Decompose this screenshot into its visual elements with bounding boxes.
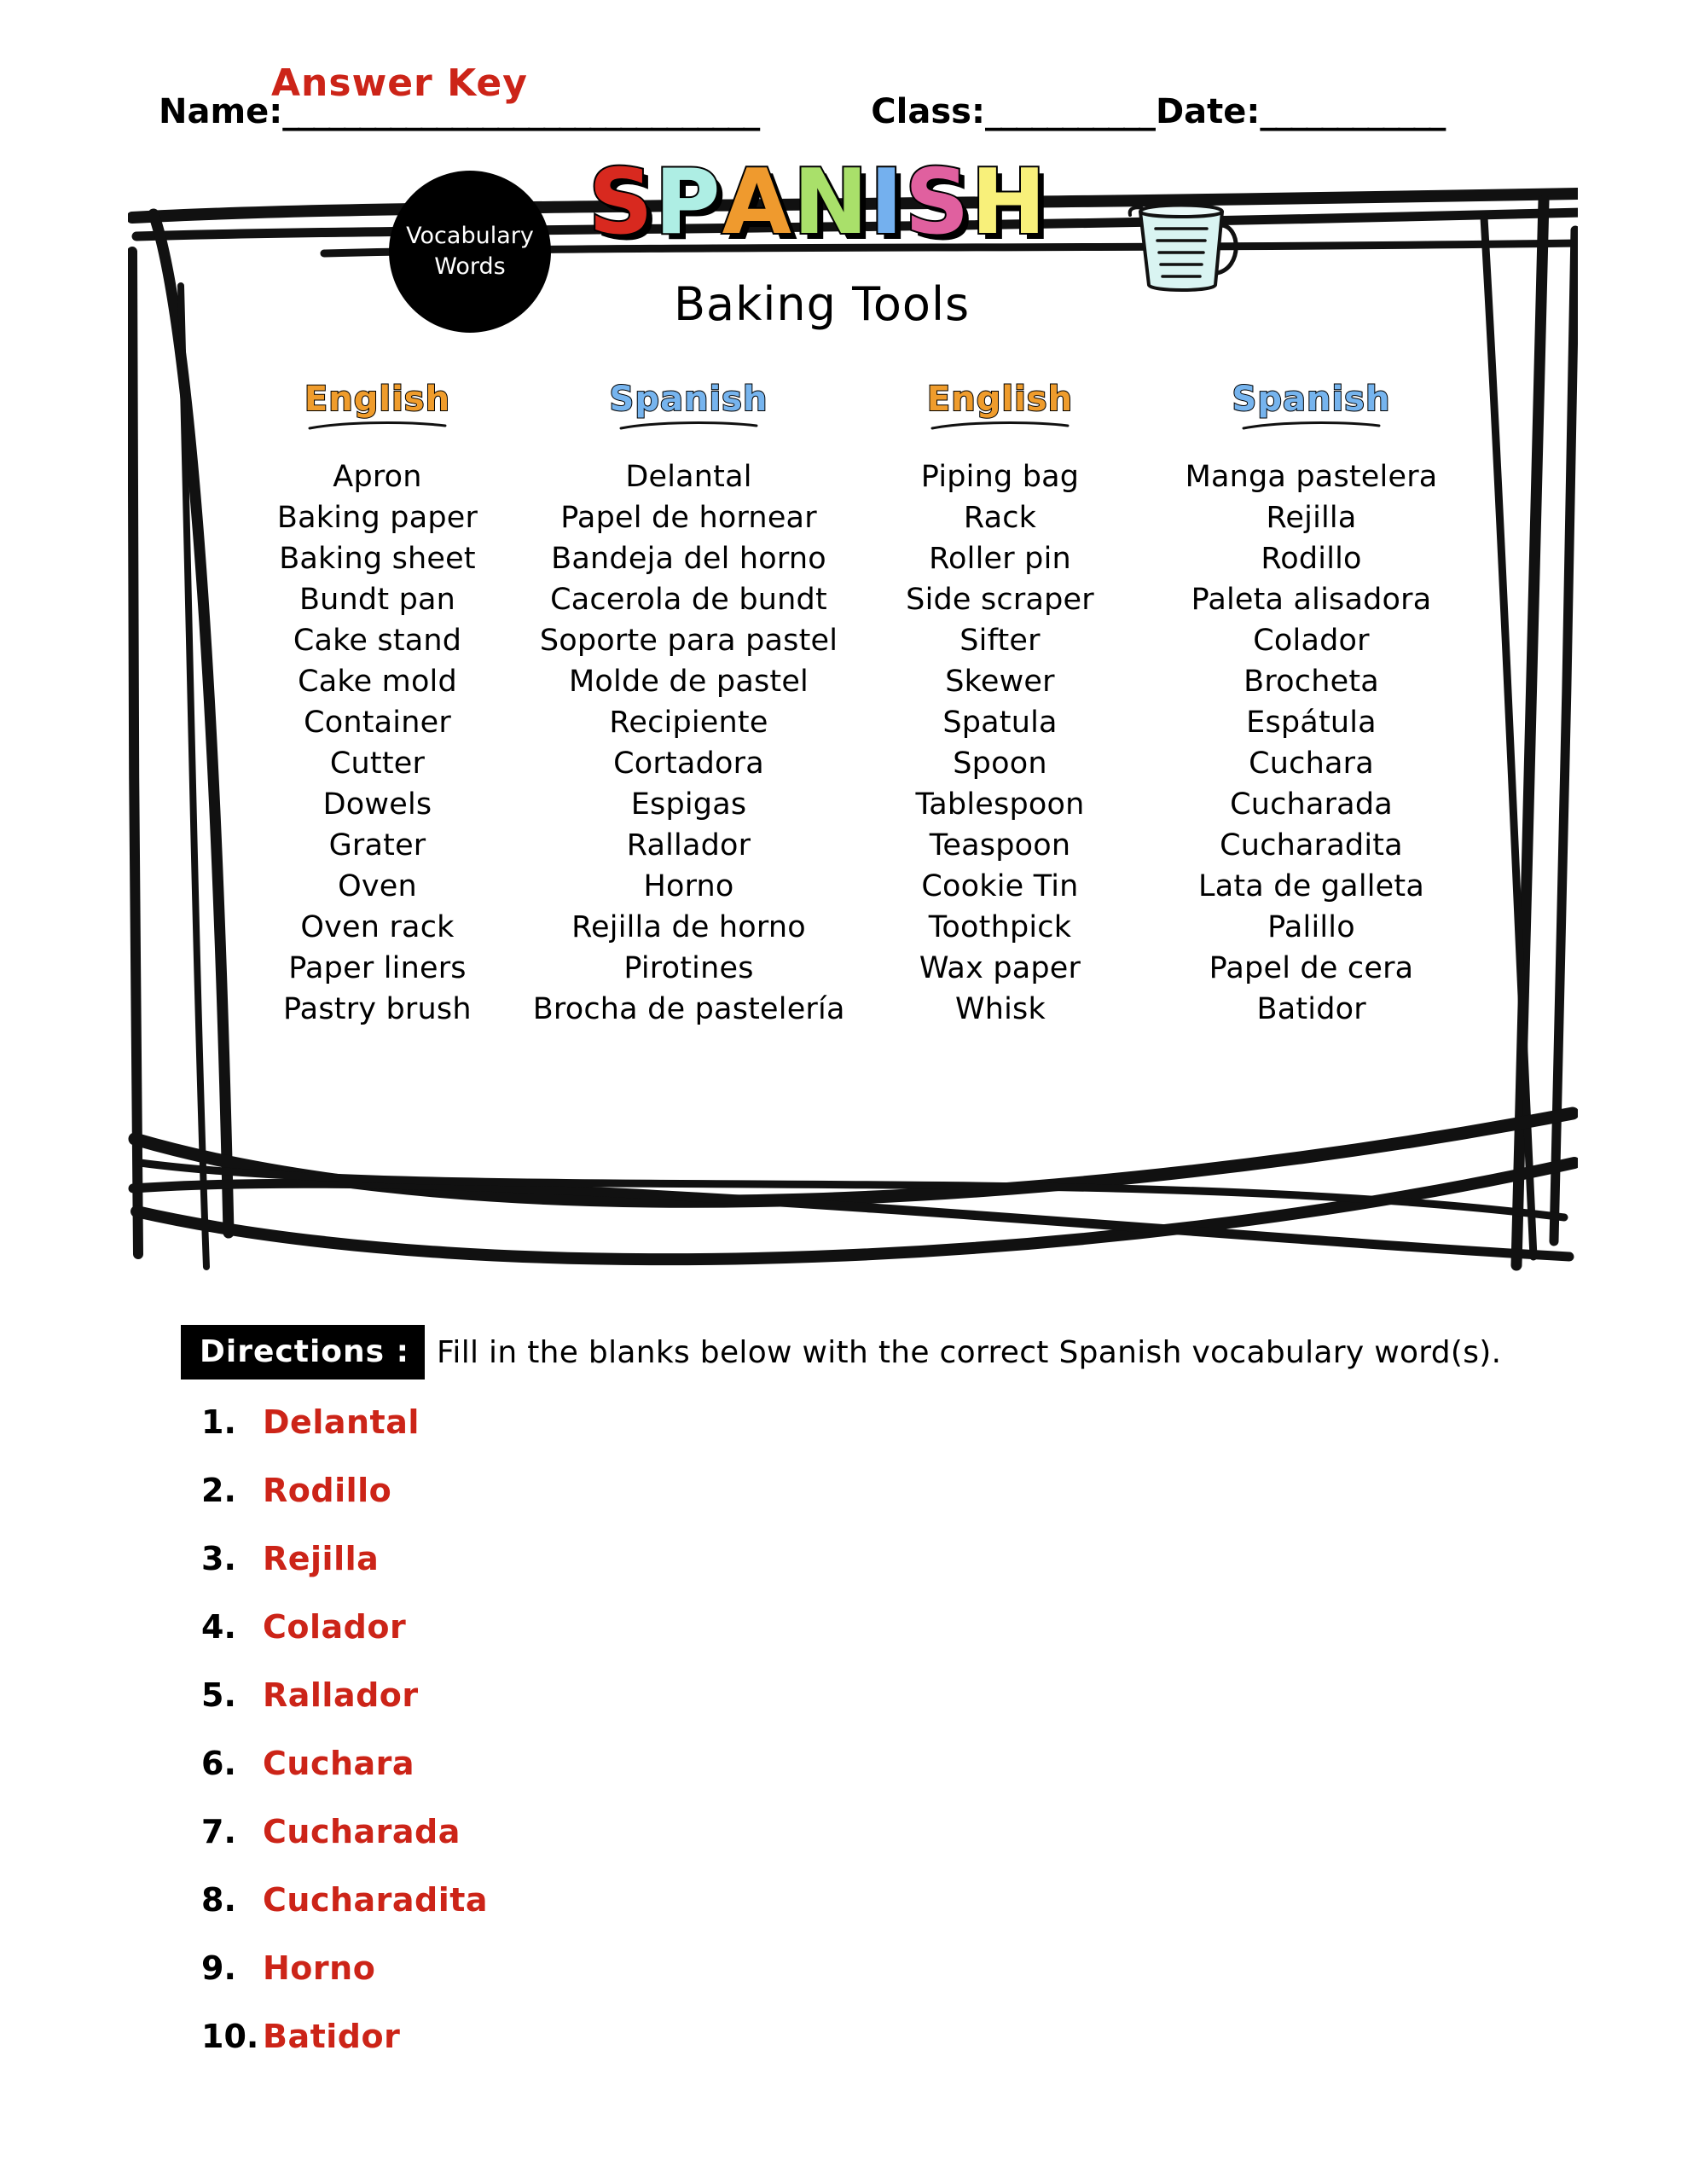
vocabulary-cell: Apron <box>333 460 422 494</box>
vocabulary-cell: Paleta alisadora <box>1191 583 1432 617</box>
vocabulary-cell: Cortadora <box>613 746 764 781</box>
vocabulary-cell: Rejilla <box>1266 501 1357 535</box>
vocabulary-cell: Oven <box>338 869 417 903</box>
vocabulary-cell: Bundt pan <box>299 583 456 617</box>
name-class-date-row <box>159 92 1557 131</box>
answer-number: 8. <box>201 1881 236 1919</box>
answer-value[interactable]: Rallador <box>263 1676 419 1714</box>
title-letter-6: H <box>971 150 1048 254</box>
vocabulary-cell: Pastry brush <box>282 992 472 1026</box>
vocabulary-cell: Cacerola de bundt <box>550 583 827 617</box>
title-letter-5: S <box>904 150 971 254</box>
title-letter-0: S <box>588 150 655 254</box>
vocabulary-cell: Tablespoon <box>915 787 1085 822</box>
title-letter-1: P <box>654 150 722 254</box>
vocabulary-table <box>222 380 1467 1030</box>
table-row <box>222 825 1467 866</box>
answer-number: 6. <box>201 1745 236 1782</box>
directions-tag: Directions : <box>181 1325 425 1380</box>
column-header-1 <box>533 380 844 431</box>
vocabulary-cell: Grater <box>328 828 426 863</box>
vocabulary-cell: Rallador <box>626 828 751 863</box>
vocabulary-cell: Side scraper <box>906 583 1094 617</box>
column-header-label: English <box>926 380 1074 419</box>
table-row <box>222 907 1467 948</box>
column-header-label: Spanish <box>609 380 768 419</box>
vocabulary-cell: Papel de cera <box>1209 951 1414 985</box>
header-underline-icon <box>1241 421 1382 431</box>
vocabulary-cell: Teaspoon <box>929 828 1071 863</box>
vocabulary-cell: Brocha de pastelería <box>532 992 845 1026</box>
vocabulary-cell: Paper liners <box>288 951 467 985</box>
vocabulary-cell: Cucharada <box>1230 787 1393 822</box>
answer-number: 9. <box>201 1949 236 1987</box>
vocabulary-cell: Whisk <box>954 992 1046 1026</box>
list-item <box>201 2018 1225 2086</box>
directions-block <box>181 1325 1501 1380</box>
answer-value[interactable]: Rejilla <box>263 1540 380 1577</box>
list-item <box>201 1676 1225 1745</box>
vocabulary-cell: Baking paper <box>276 501 478 535</box>
measuring-cup-icon <box>1122 189 1245 296</box>
answer-number: 1. <box>201 1403 236 1441</box>
answer-number: 10. <box>201 2018 259 2055</box>
table-row <box>222 456 1467 497</box>
vocabulary-cell: Palillo <box>1267 910 1355 944</box>
vocabulary-cell: Lata de galleta <box>1198 869 1424 903</box>
header-underline-icon <box>307 421 448 431</box>
vocabulary-cell: Manga pastelera <box>1185 460 1438 494</box>
title-letter-3: N <box>792 150 870 254</box>
table-row <box>222 989 1467 1030</box>
table-row <box>222 661 1467 702</box>
vocabulary-cell: Baking sheet <box>279 542 476 576</box>
column-header-2 <box>844 380 1156 431</box>
vocabulary-word-rows <box>222 456 1467 1030</box>
table-row <box>222 620 1467 661</box>
vocabulary-cell: Sifter <box>959 624 1041 658</box>
vocabulary-cell: Container <box>304 706 451 740</box>
vocabulary-cell: Piping bag <box>920 460 1080 494</box>
answer-value[interactable]: Horno <box>263 1949 376 1987</box>
list-item <box>201 1608 1225 1676</box>
table-row <box>222 784 1467 825</box>
column-header-label: Spanish <box>1232 380 1391 419</box>
vocabulary-cell: Soporte para pastel <box>539 624 838 658</box>
answer-value[interactable]: Cuchara <box>263 1745 415 1782</box>
vocabulary-cell: Dowels <box>322 787 432 822</box>
worksheet-header <box>0 0 1687 149</box>
table-row <box>222 866 1467 907</box>
vocabulary-cell: Cake stand <box>293 624 462 658</box>
answer-key-label: Answer Key <box>271 61 528 105</box>
vocabulary-cell: Molde de pastel <box>569 665 809 699</box>
date-label: Date: <box>1155 92 1261 131</box>
vocabulary-cell: Cookie Tin <box>921 869 1079 903</box>
answer-value[interactable]: Cucharada <box>263 1813 461 1850</box>
vocabulary-cell: Cake mold <box>298 665 457 699</box>
answer-value[interactable]: Rodillo <box>263 1472 392 1509</box>
table-row <box>222 948 1467 989</box>
answer-number: 4. <box>201 1608 236 1646</box>
vocabulary-cell: Skewer <box>945 665 1055 699</box>
answer-number: 3. <box>201 1540 236 1577</box>
badge-line-1: Vocabulary <box>406 222 534 249</box>
vocabulary-cell: Spoon <box>953 746 1047 781</box>
name-label: Name: <box>159 92 283 131</box>
list-item <box>201 1813 1225 1881</box>
date-blank-line[interactable]: ____________ <box>1260 92 1445 131</box>
title-letter-4: I <box>869 150 905 254</box>
vocabulary-cell: Rodillo <box>1261 542 1362 576</box>
vocabulary-cell: Rack <box>963 501 1037 535</box>
vocabulary-cell: Horno <box>643 869 734 903</box>
vocabulary-cell: Delantal <box>625 460 752 494</box>
vocabulary-cell: Brocheta <box>1244 665 1379 699</box>
vocabulary-cell: Espátula <box>1246 706 1377 740</box>
answer-number: 2. <box>201 1472 236 1509</box>
list-item <box>201 1949 1225 2018</box>
table-row <box>222 702 1467 743</box>
vocabulary-cell: Roller pin <box>929 542 1071 576</box>
answer-value[interactable]: Colador <box>263 1608 407 1646</box>
column-header-label: English <box>304 380 451 419</box>
vocabulary-cell: Colador <box>1253 624 1370 658</box>
vocabulary-cell: Rejilla de horno <box>571 910 806 944</box>
vocabulary-cell: Cutter <box>329 746 426 781</box>
page-title <box>588 150 1048 254</box>
table-row <box>222 497 1467 538</box>
title-letter-2: A <box>722 150 793 254</box>
vocabulary-column-headers <box>222 380 1467 431</box>
header-underline-icon <box>618 421 759 431</box>
list-item <box>201 1540 1225 1608</box>
vocabulary-cell: Pirotines <box>623 951 754 985</box>
table-row <box>222 743 1467 784</box>
answer-number: 5. <box>201 1676 236 1714</box>
vocabulary-cell: Oven rack <box>300 910 455 944</box>
answer-list <box>201 1403 1225 2086</box>
vocabulary-cell: Cuchara <box>1249 746 1374 781</box>
list-item <box>201 1881 1225 1949</box>
list-item <box>201 1745 1225 1813</box>
answer-value[interactable]: Cucharadita <box>263 1881 489 1919</box>
vocabulary-words-badge <box>389 171 551 333</box>
measuring-cup-glyph <box>1122 189 1245 296</box>
list-item <box>201 1403 1225 1472</box>
directions-text: Fill in the blanks below with the correct Spanish vocabulary word(s). <box>437 1334 1502 1370</box>
vocabulary-cell: Spatula <box>942 706 1058 740</box>
page-subtitle: Baking Tools <box>674 277 971 331</box>
vocabulary-cell: Cucharadita <box>1220 828 1403 863</box>
vocabulary-cell: Espigas <box>630 787 747 822</box>
class-blank-line[interactable]: ___________ <box>984 92 1154 131</box>
vocabulary-cell: Papel de hornear <box>560 501 817 535</box>
answer-value[interactable]: Delantal <box>263 1403 420 1441</box>
vocabulary-cell: Toothpick <box>928 910 1072 944</box>
vocabulary-cell: Wax paper <box>919 951 1081 985</box>
vocabulary-cell: Batidor <box>1256 992 1366 1026</box>
answer-number: 7. <box>201 1813 236 1850</box>
header-underline-icon <box>930 421 1070 431</box>
column-header-3 <box>1156 380 1467 431</box>
table-row <box>222 579 1467 620</box>
badge-line-2: Words <box>434 253 506 280</box>
class-label: Class: <box>871 92 985 131</box>
name-blank-line[interactable]: _______________________________ <box>282 92 759 131</box>
vocabulary-cell: Recipiente <box>609 706 768 740</box>
column-header-0 <box>222 380 533 431</box>
vocabulary-cell: Bandeja del horno <box>551 542 826 576</box>
list-item <box>201 1472 1225 1540</box>
table-row <box>222 538 1467 579</box>
answer-value[interactable]: Batidor <box>263 2018 401 2055</box>
